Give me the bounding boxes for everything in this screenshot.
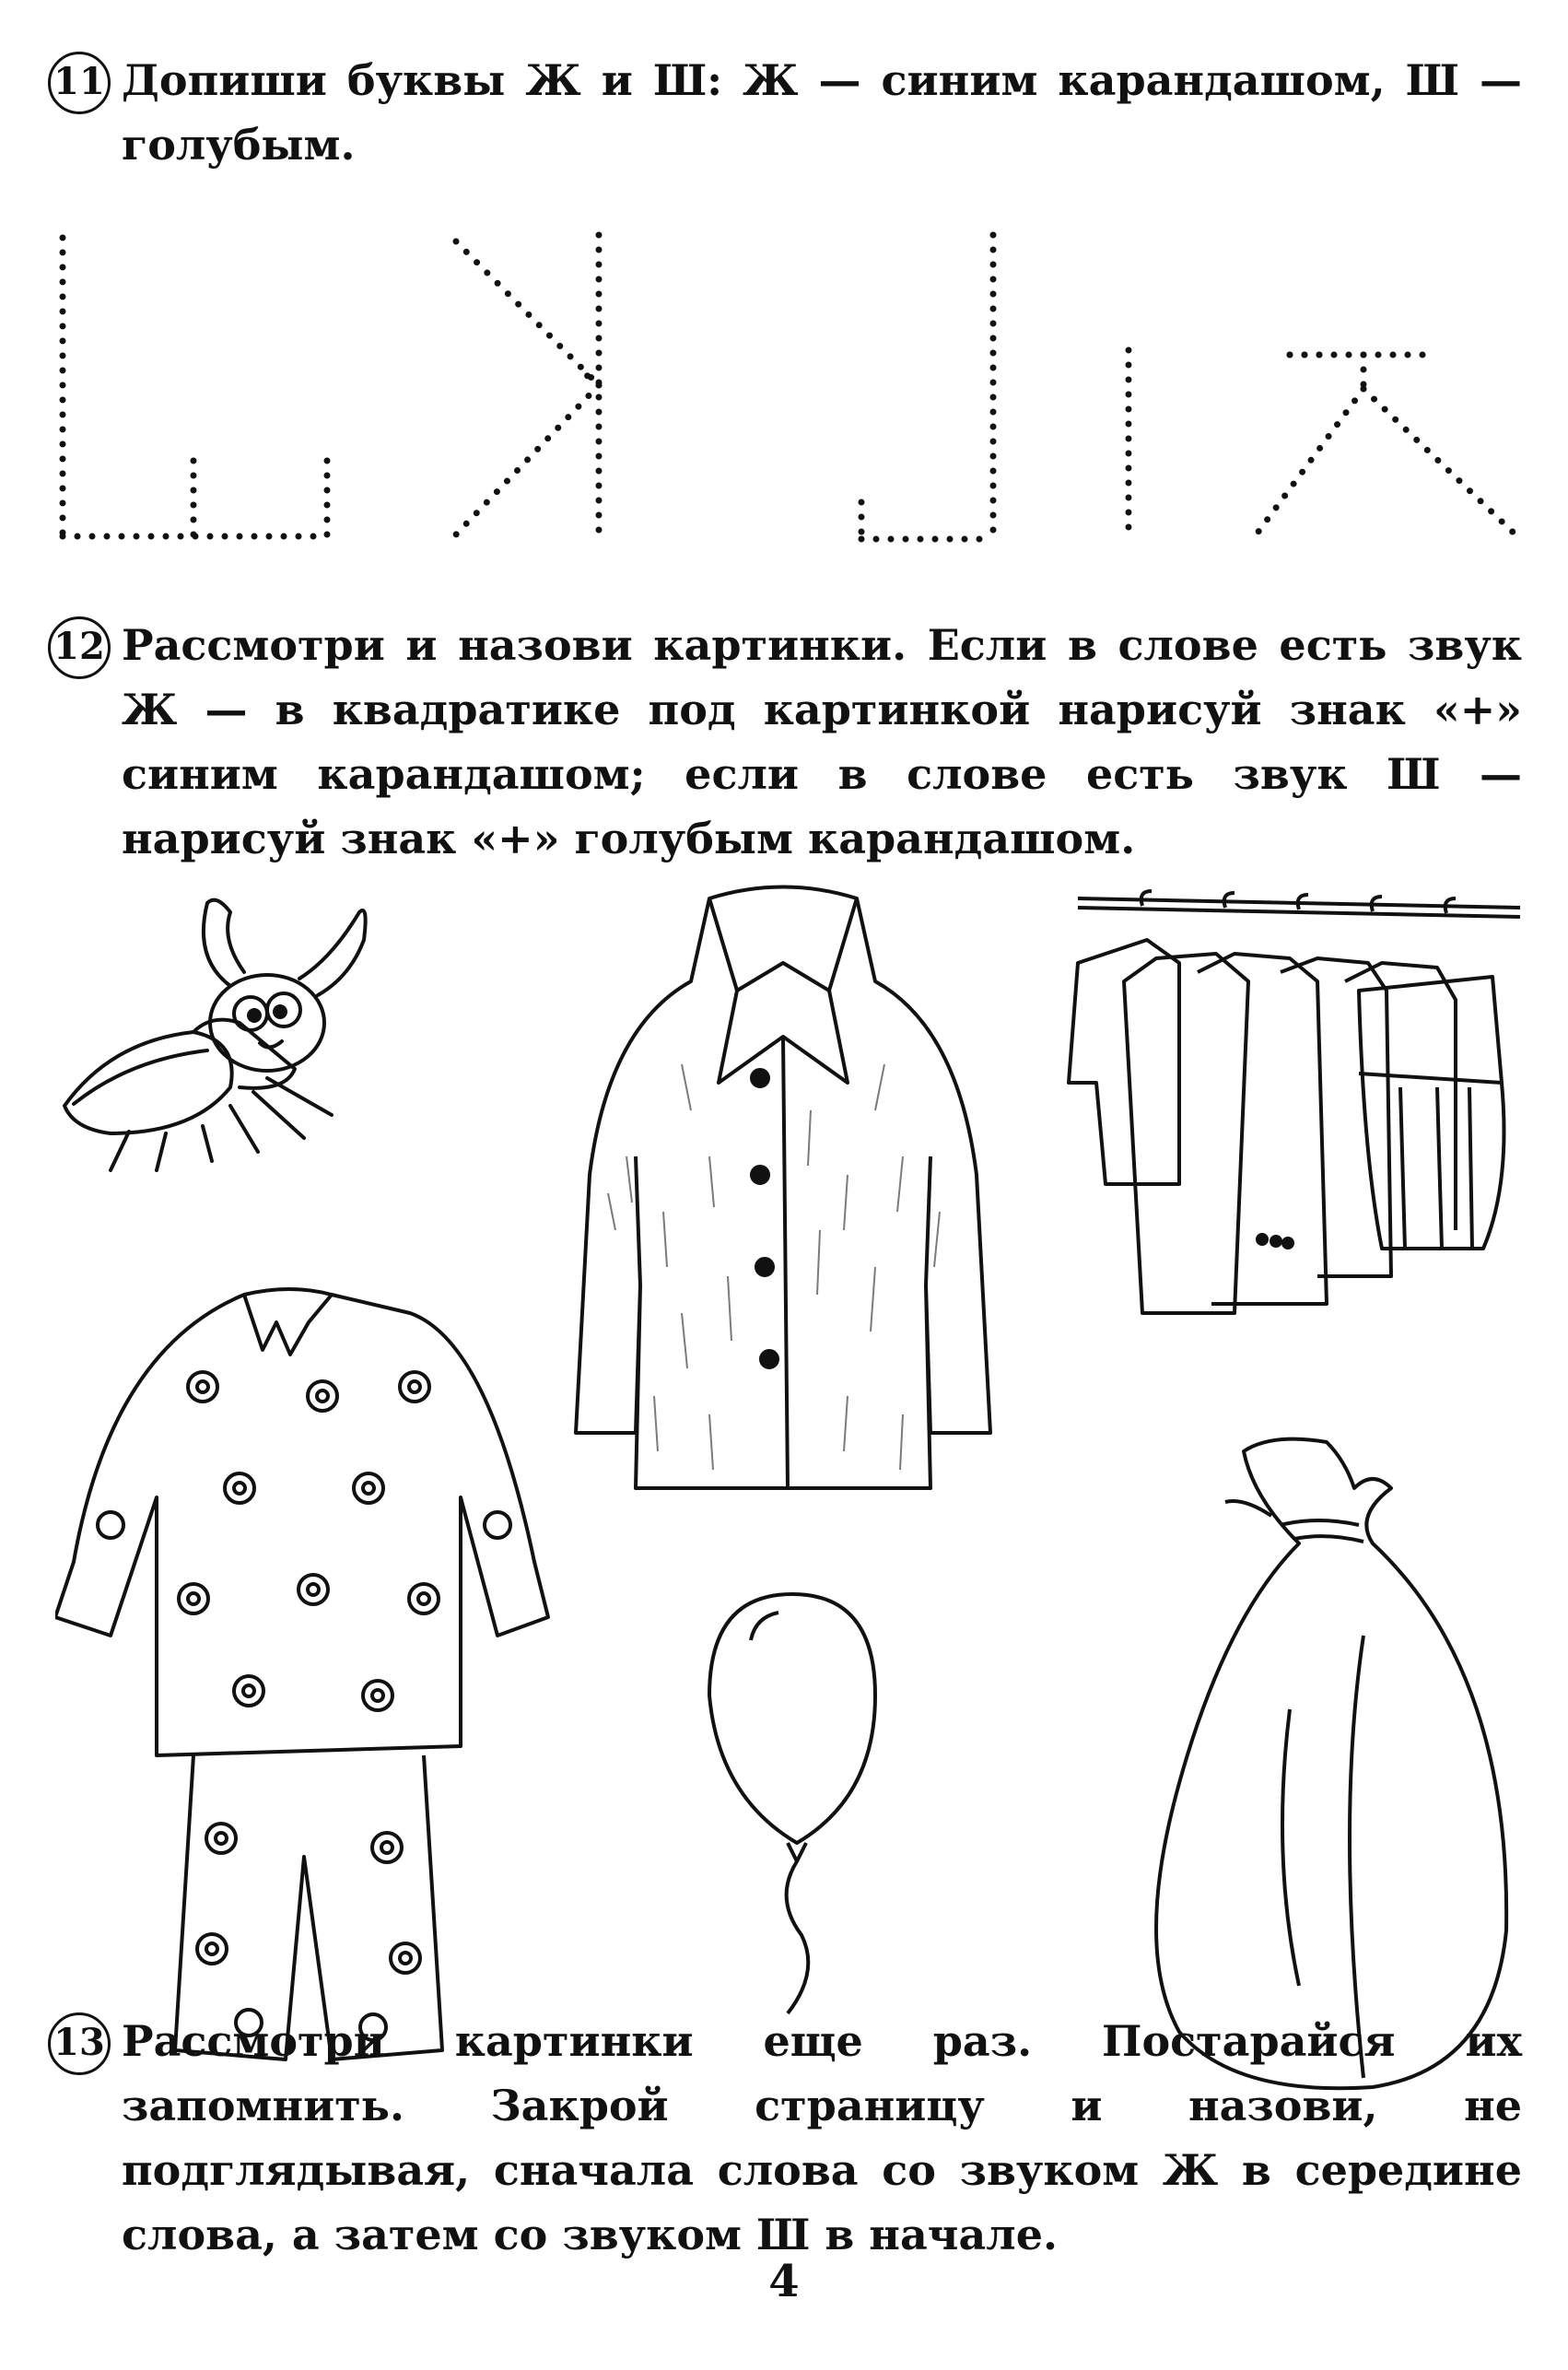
dotted-letter-zhe[interactable]	[456, 235, 599, 542]
task-12-text: Рассмотри и назови картинки. Если в слове есть звук Ж — в квадратике под картинкой нарисуй знак «+» синим карандашом; если в слове есть звук Ш — нарисуй знак «+» голубым карандашом.	[122, 620, 1522, 863]
pajamas-illustration	[55, 1285, 571, 2073]
dotted-letter-sha[interactable]	[63, 238, 327, 536]
task-number-11: 11	[48, 52, 111, 114]
task-13	[48, 2009, 1522, 2267]
task-13-text: Рассмотри картинки еще раз. Постарайся их запомнить. Закрой страницу и назови, не подглядывая, сначала слова со звуком Ж в середине слова, а затем со звуком Ш в начале.	[122, 2016, 1522, 2259]
task-number-12: 12	[48, 616, 111, 679]
page-number: 4	[768, 2256, 800, 2307]
dotted-letter-zhe-small[interactable]	[1253, 355, 1520, 539]
task-number-13: 13	[48, 2012, 111, 2075]
balloon-illustration	[700, 1585, 884, 2018]
task-12	[48, 613, 1522, 871]
beetle-illustration	[55, 885, 369, 1179]
fur-coat-illustration	[571, 880, 995, 1507]
clothes-rack-illustration	[1050, 880, 1529, 1322]
letter-tracing-area[interactable]	[0, 0, 1568, 571]
task-11-text: Допиши буквы Ж и Ш: Ж — синим карандашом, Ш — голубым.	[122, 55, 1522, 170]
sack-illustration	[1142, 1433, 1529, 2096]
dotted-letter-sha-partial[interactable]	[861, 235, 1129, 539]
